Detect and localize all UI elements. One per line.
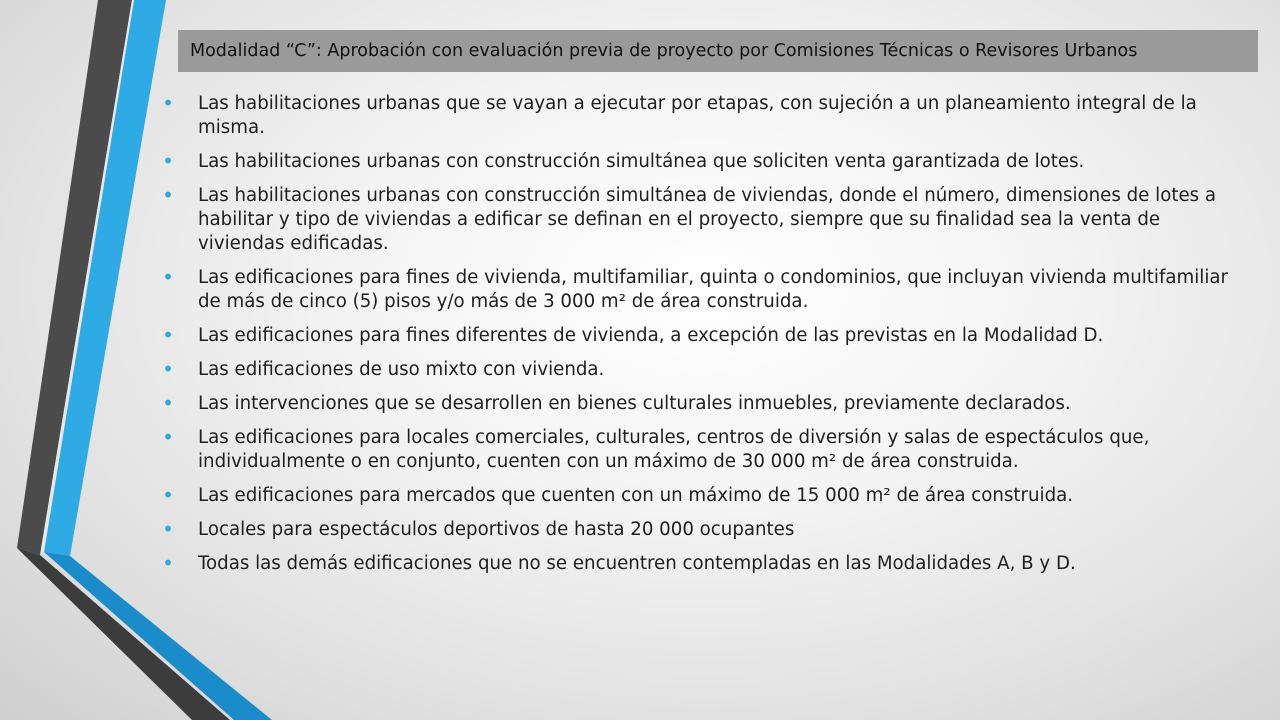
bullet-icon: • [162, 391, 174, 415]
bullet-icon: • [162, 551, 174, 575]
list-item [160, 484, 1230, 508]
bullet-icon: • [162, 323, 174, 347]
list-item-text: Las edificaciones para fines diferentes de vivienda, a excepción de las previstas en la Modalidad D. [198, 325, 1104, 346]
list-item [160, 358, 1230, 382]
slide-title: Modalidad “C”: Aprobación con evaluación previa de proyecto por Comisiones Técnicas o Revisores Urbanos [178, 30, 1258, 72]
bullet-icon: • [162, 425, 174, 449]
bullet-list [160, 92, 1230, 586]
list-item-text: Las edificaciones para locales comerciales, culturales, centros de diversión y salas de espectáculos que, individualmente o en conjunto, cuenten con un máximo de 30 000 m² de área construida. [198, 427, 1150, 472]
bullet-icon: • [162, 483, 174, 507]
list-item-text: Las edificaciones para fines de vivienda, multifamiliar, quinta o condominios, que incluyan vivienda multifamiliar de más de cinco (5) pisos y/o más de 3 000 m² de área construida. [198, 267, 1229, 312]
list-item-text: Las edificaciones de uso mixto con vivienda. [198, 359, 605, 380]
bullet-icon: • [162, 517, 174, 541]
list-item-text: Todas las demás edificaciones que no se encuentren contempladas en las Modalidades A, B y D. [198, 553, 1076, 574]
list-item [160, 150, 1230, 174]
list-item [160, 92, 1230, 140]
list-item-text: Las habilitaciones urbanas que se vayan a ejecutar por etapas, con sujeción a un planeamiento integral de la misma. [198, 93, 1197, 138]
list-item [160, 518, 1230, 542]
list-item-text: Las habilitaciones urbanas con construcción simultánea que soliciten venta garantizada de lotes. [198, 151, 1085, 172]
bullet-icon: • [162, 357, 174, 381]
list-item-text: Las intervenciones que se desarrollen en bienes culturales inmuebles, previamente declarados. [198, 393, 1071, 414]
bullet-icon: • [162, 91, 174, 115]
list-item [160, 266, 1230, 314]
list-item [160, 552, 1230, 576]
list-item [160, 324, 1230, 348]
bullet-icon: • [162, 149, 174, 173]
list-item [160, 426, 1230, 474]
list-item-text: Locales para espectáculos deportivos de hasta 20 000 ocupantes [198, 519, 795, 540]
bullet-icon: • [162, 183, 174, 207]
list-item [160, 392, 1230, 416]
list-item-text: Las habilitaciones urbanas con construcción simultánea de viviendas, donde el número, dimensiones de lotes a habilitar y tipo de viviendas a edificar se definan en el proyecto, siempre que su finalidad sea la venta de viviendas edificadas. [198, 185, 1217, 254]
list-item-text: Las edificaciones para mercados que cuenten con un máximo de 15 000 m² de área construida. [198, 485, 1074, 506]
bullet-icon: • [162, 265, 174, 289]
list-item [160, 184, 1230, 256]
